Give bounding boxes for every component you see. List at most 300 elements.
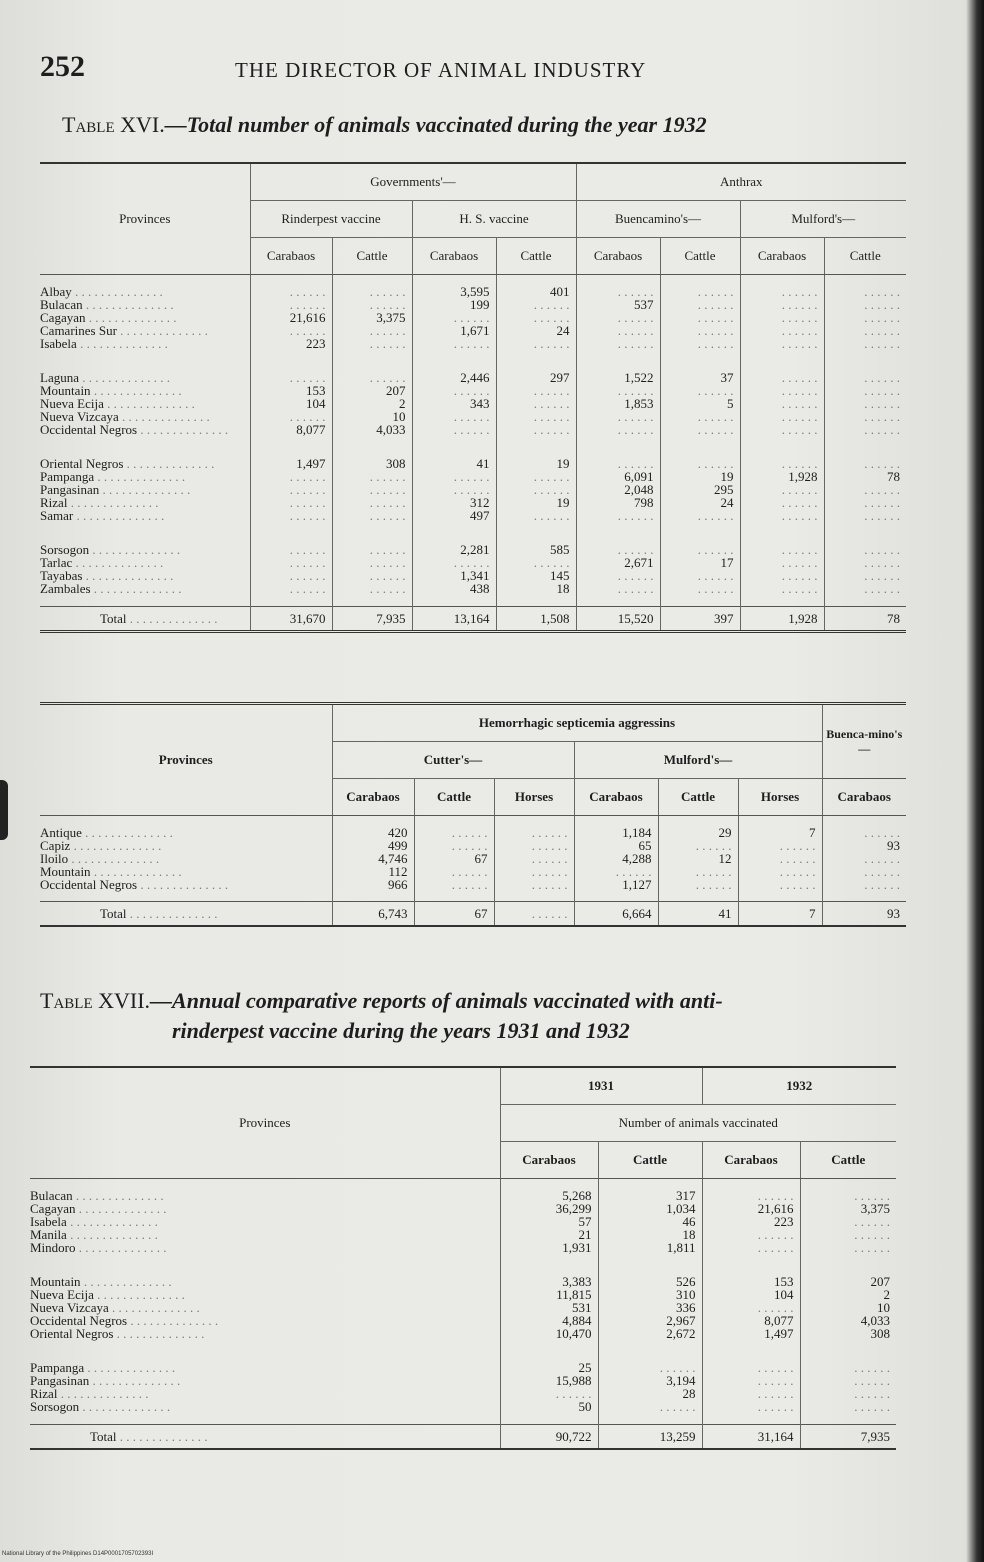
total-value: 7,935 bbox=[800, 1425, 896, 1450]
cell-value: . . . . . . bbox=[494, 878, 574, 902]
cell-value: 19 bbox=[496, 447, 576, 470]
leader-dots: . . . . . . . . . . . . . . bbox=[137, 422, 229, 437]
t17-header-number: Number of animals vaccinated bbox=[500, 1105, 896, 1142]
cell-value: . . . . . . bbox=[660, 410, 740, 423]
cell-value: . . . . . . bbox=[822, 865, 906, 878]
leader-dots: . . . . . . . . . . . . . . bbox=[126, 611, 218, 626]
cell-value: 401 bbox=[496, 275, 576, 299]
total-label: Total . . . . . . . . . . . . . . bbox=[40, 902, 332, 927]
province-name: Mountain . . . . . . . . . . . . . . bbox=[40, 864, 182, 879]
cell-value: . . . . . . bbox=[414, 839, 494, 852]
t16b-subheader-cattle: Cattle bbox=[658, 779, 738, 816]
cell-value: . . . . . . bbox=[496, 423, 576, 447]
t16b-subheader-carabaos: Carabaos bbox=[574, 779, 658, 816]
leader-dots: . . . . . . . . . . . . . . bbox=[68, 851, 160, 866]
cell-value: 37 bbox=[660, 361, 740, 384]
province-name: Bulacan . . . . . . . . . . . . . . bbox=[40, 297, 174, 312]
cell-value: 1,931 bbox=[500, 1241, 598, 1265]
cell-value: 10 bbox=[800, 1301, 896, 1314]
leader-dots: . . . . . . . . . . . . . . bbox=[126, 906, 218, 921]
cell-value: . . . . . . bbox=[702, 1241, 800, 1265]
cell-value: . . . . . . bbox=[496, 470, 576, 483]
cell-value: 3,375 bbox=[332, 311, 412, 324]
leader-dots: . . . . . . . . . . . . . . bbox=[75, 1201, 167, 1216]
cell-value: 12 bbox=[658, 852, 738, 865]
cell-value: . . . . . . bbox=[702, 1228, 800, 1241]
cell-value: . . . . . . bbox=[824, 324, 906, 337]
cell-value: 10 bbox=[332, 410, 412, 423]
province-name: Laguna . . . . . . . . . . . . . . bbox=[40, 370, 170, 385]
cell-value: 420 bbox=[332, 816, 414, 840]
province-name: Samar . . . . . . . . . . . . . . bbox=[40, 508, 165, 523]
cell-value: 1,497 bbox=[250, 447, 332, 470]
t16a-subheader-carabaos: Carabaos bbox=[250, 238, 332, 275]
cell-value: 36,299 bbox=[500, 1202, 598, 1215]
table-row bbox=[40, 337, 906, 361]
leader-dots: . . . . . . . . . . . . . . bbox=[93, 1287, 185, 1302]
cell-value: . . . . . . bbox=[738, 852, 822, 865]
province-name: Albay . . . . . . . . . . . . . . bbox=[40, 284, 163, 299]
t16b-header-buencamino: Buenca-mino's— bbox=[822, 704, 906, 779]
t16a-header-buencamino: Buencamino's— bbox=[576, 201, 740, 238]
cell-value: . . . . . . bbox=[496, 483, 576, 496]
cell-value: . . . . . . bbox=[800, 1215, 896, 1228]
cell-value: 1,928 bbox=[740, 470, 824, 483]
cell-value: . . . . . . bbox=[576, 337, 660, 361]
province-name: Capiz . . . . . . . . . . . . . . bbox=[40, 838, 162, 853]
cell-value: 19 bbox=[496, 496, 576, 509]
cell-value: . . . . . . bbox=[800, 1374, 896, 1387]
total-value: 1,928 bbox=[740, 607, 824, 632]
cell-value: . . . . . . bbox=[576, 311, 660, 324]
cell-value: . . . . . . bbox=[824, 384, 906, 397]
cell-value: 966 bbox=[332, 878, 414, 902]
cell-value: . . . . . . bbox=[740, 447, 824, 470]
running-head bbox=[40, 50, 940, 90]
cell-value: . . . . . . bbox=[740, 361, 824, 384]
cell-value: . . . . . . bbox=[496, 384, 576, 397]
cell-value: . . . . . . bbox=[740, 423, 824, 447]
cell-value: . . . . . . bbox=[496, 410, 576, 423]
cell-value: 5,268 bbox=[500, 1179, 598, 1203]
cell-value: . . . . . . bbox=[250, 582, 332, 607]
table16-title: —Total number of animals vaccinated during the year 1932 bbox=[164, 112, 707, 137]
cell-value: . . . . . . bbox=[660, 423, 740, 447]
cell-value: . . . . . . bbox=[576, 324, 660, 337]
province-name: Mountain . . . . . . . . . . . . . . bbox=[30, 1274, 172, 1289]
cell-value: . . . . . . bbox=[824, 337, 906, 361]
binding-mark bbox=[0, 780, 8, 840]
t16a-subheader-cattle: Cattle bbox=[660, 238, 740, 275]
cell-value: 310 bbox=[598, 1288, 702, 1301]
cell-value: . . . . . . bbox=[412, 410, 496, 423]
table17-title-line1: —Annual comparative reports of animals vaccinated with anti- bbox=[150, 988, 723, 1013]
province-name: Camarines Sur . . . . . . . . . . . . . . bbox=[40, 323, 208, 338]
leader-dots: . . . . . . . . . . . . . . bbox=[72, 1188, 164, 1203]
cell-value: . . . . . . bbox=[702, 1374, 800, 1387]
cell-value: . . . . . . bbox=[740, 569, 824, 582]
page-edge-shadow bbox=[966, 0, 984, 1562]
cell-value: . . . . . . bbox=[824, 423, 906, 447]
cell-value: 18 bbox=[598, 1228, 702, 1241]
cell-value: . . . . . . bbox=[660, 533, 740, 556]
province-name: Pangasinan . . . . . . . . . . . . . . bbox=[40, 482, 191, 497]
leader-dots: . . . . . . . . . . . . . . bbox=[85, 310, 177, 325]
table-row bbox=[40, 423, 906, 447]
t17-subheader-carabaos: Carabaos bbox=[702, 1142, 800, 1179]
cell-value: . . . . . . bbox=[702, 1387, 800, 1400]
cell-value: 19 bbox=[660, 470, 740, 483]
cell-value: . . . . . . bbox=[738, 865, 822, 878]
cell-value: 21,616 bbox=[250, 311, 332, 324]
cell-value: 46 bbox=[598, 1215, 702, 1228]
cell-value: . . . . . . bbox=[800, 1351, 896, 1374]
province-name: Iloilo . . . . . . . . . . . . . . bbox=[40, 851, 160, 866]
province-name: Zambales . . . . . . . . . . . . . . bbox=[40, 581, 182, 596]
cell-value: 2,967 bbox=[598, 1314, 702, 1327]
leader-dots: . . . . . . . . . . . . . . bbox=[137, 877, 229, 892]
leader-dots: . . . . . . . . . . . . . . bbox=[90, 864, 182, 879]
cell-value: 7 bbox=[738, 816, 822, 840]
cell-value: 2 bbox=[800, 1288, 896, 1301]
leader-dots: . . . . . . . . . . . . . . bbox=[79, 1399, 171, 1414]
province-name: Occidental Negros . . . . . . . . . . . . . . bbox=[30, 1313, 219, 1328]
cell-value: . . . . . . bbox=[740, 556, 824, 569]
table17-title-line2: rinderpest vaccine during the years 1931 and 1932 bbox=[172, 1018, 630, 1043]
t16a-subheader-carabaos: Carabaos bbox=[412, 238, 496, 275]
cell-value: . . . . . . bbox=[496, 311, 576, 324]
cell-value: 526 bbox=[598, 1265, 702, 1288]
table17-label: Table XVII. bbox=[40, 988, 151, 1013]
cell-value: . . . . . . bbox=[250, 569, 332, 582]
total-value: 31,670 bbox=[250, 607, 332, 632]
table17-caption bbox=[40, 986, 920, 1046]
leader-dots: . . . . . . . . . . . . . . bbox=[82, 568, 174, 583]
cell-value: . . . . . . bbox=[250, 483, 332, 496]
cell-value: . . . . . . bbox=[494, 839, 574, 852]
cell-value: 24 bbox=[496, 324, 576, 337]
province-name: Rizal . . . . . . . . . . . . . . bbox=[30, 1386, 149, 1401]
cell-value: 223 bbox=[702, 1215, 800, 1228]
cell-value: . . . . . . bbox=[576, 533, 660, 556]
cell-value: . . . . . . bbox=[412, 483, 496, 496]
leader-dots: . . . . . . . . . . . . . . bbox=[90, 581, 182, 596]
cell-value: 1,811 bbox=[598, 1241, 702, 1265]
t16b-subheader-carabaos_last: Carabaos bbox=[822, 779, 906, 816]
cell-value: 11,815 bbox=[500, 1288, 598, 1301]
cell-value: . . . . . . bbox=[660, 324, 740, 337]
cell-value: . . . . . . bbox=[332, 298, 412, 311]
leader-dots: . . . . . . . . . . . . . . bbox=[70, 838, 162, 853]
leader-dots: . . . . . . . . . . . . . . bbox=[80, 1274, 172, 1289]
cell-value: . . . . . . bbox=[740, 582, 824, 607]
cell-value: 65 bbox=[574, 839, 658, 852]
cell-value: . . . . . . bbox=[332, 509, 412, 533]
cell-value: 308 bbox=[800, 1327, 896, 1351]
cell-value: 145 bbox=[496, 569, 576, 582]
cell-value: 1,497 bbox=[702, 1327, 800, 1351]
t16a-subheader-cattle: Cattle bbox=[824, 238, 906, 275]
table-row bbox=[40, 275, 906, 299]
cell-value: . . . . . . bbox=[660, 384, 740, 397]
province-name: Sorsogon . . . . . . . . . . . . . . bbox=[40, 542, 181, 557]
table-row bbox=[30, 1327, 896, 1351]
cell-value: 3,194 bbox=[598, 1374, 702, 1387]
leader-dots: . . . . . . . . . . . . . . bbox=[90, 383, 182, 398]
cell-value: . . . . . . bbox=[660, 311, 740, 324]
cell-value: . . . . . . bbox=[824, 509, 906, 533]
leader-dots: . . . . . . . . . . . . . . bbox=[99, 482, 191, 497]
footer-note: National Library of the Philippines D14P0001705702393I bbox=[2, 1551, 154, 1557]
table17 bbox=[30, 1066, 896, 1450]
leader-dots: . . . . . . . . . . . . . . bbox=[103, 396, 195, 411]
cell-value: . . . . . . bbox=[332, 324, 412, 337]
table-row bbox=[40, 878, 906, 902]
t17-subheader-cattle: Cattle bbox=[598, 1142, 702, 1179]
leader-dots: . . . . . . . . . . . . . . bbox=[94, 469, 186, 484]
leader-dots: . . . . . . . . . . . . . . bbox=[66, 1214, 158, 1229]
province-name: Nueva Vizcaya . . . . . . . . . . . . . . bbox=[30, 1300, 200, 1315]
leader-dots: . . . . . . . . . . . . . . bbox=[108, 1300, 200, 1315]
cell-value: . . . . . . bbox=[332, 337, 412, 361]
t17-header-provinces: Provinces bbox=[30, 1067, 500, 1179]
t16a-subheader-cattle: Cattle bbox=[332, 238, 412, 275]
province-name: Tayabas . . . . . . . . . . . . . . bbox=[40, 568, 174, 583]
cell-value: . . . . . . bbox=[740, 483, 824, 496]
cell-value: 18 bbox=[496, 582, 576, 607]
cell-value: . . . . . . bbox=[332, 569, 412, 582]
province-name: Sorsogon . . . . . . . . . . . . . . bbox=[30, 1399, 171, 1414]
cell-value: 207 bbox=[800, 1265, 896, 1288]
province-name: Occidental Negros . . . . . . . . . . . . . . bbox=[40, 877, 229, 892]
cell-value: . . . . . . bbox=[660, 582, 740, 607]
cell-value: . . . . . . bbox=[822, 878, 906, 902]
cell-value: 2,446 bbox=[412, 361, 496, 384]
province-name: Bulacan . . . . . . . . . . . . . . bbox=[30, 1188, 164, 1203]
cell-value: . . . . . . bbox=[412, 470, 496, 483]
t16b-header-hsa: Hemorrhagic septicemia aggressins bbox=[332, 704, 822, 742]
cell-value: 798 bbox=[576, 496, 660, 509]
cell-value: . . . . . . bbox=[740, 298, 824, 311]
cell-value: 104 bbox=[702, 1288, 800, 1301]
cell-value: . . . . . . bbox=[250, 410, 332, 423]
cell-value: 308 bbox=[332, 447, 412, 470]
leader-dots: . . . . . . . . . . . . . . bbox=[118, 409, 210, 424]
cell-value: 112 bbox=[332, 865, 414, 878]
cell-value: . . . . . . bbox=[822, 852, 906, 865]
cell-value: . . . . . . bbox=[822, 816, 906, 840]
cell-value: . . . . . . bbox=[250, 496, 332, 509]
cell-value: . . . . . . bbox=[250, 533, 332, 556]
province-name: Isabela . . . . . . . . . . . . . . bbox=[40, 336, 168, 351]
total-row bbox=[40, 607, 906, 632]
cell-value: 50 bbox=[500, 1400, 598, 1425]
cell-value: . . . . . . bbox=[332, 470, 412, 483]
cell-value: 199 bbox=[412, 298, 496, 311]
cell-value: . . . . . . bbox=[414, 878, 494, 902]
table-row bbox=[30, 1202, 896, 1215]
leader-dots: . . . . . . . . . . . . . . bbox=[89, 1373, 181, 1388]
cell-value: 15,988 bbox=[500, 1374, 598, 1387]
cell-value: 4,884 bbox=[500, 1314, 598, 1327]
table-row bbox=[30, 1265, 896, 1288]
table-row bbox=[30, 1241, 896, 1265]
leader-dots: . . . . . . . . . . . . . . bbox=[116, 1429, 208, 1444]
t16b-subheader-horses: Horses bbox=[738, 779, 822, 816]
cell-value: 4,746 bbox=[332, 852, 414, 865]
cell-value: . . . . . . bbox=[496, 298, 576, 311]
province-name: Oriental Negros . . . . . . . . . . . . . . bbox=[40, 456, 215, 471]
table-row bbox=[30, 1179, 896, 1203]
cell-value: . . . . . . bbox=[250, 509, 332, 533]
cell-value: . . . . . . bbox=[574, 865, 658, 878]
cell-value: 297 bbox=[496, 361, 576, 384]
cell-value: . . . . . . bbox=[494, 852, 574, 865]
cell-value: 1,522 bbox=[576, 361, 660, 384]
cell-value: 24 bbox=[660, 496, 740, 509]
province-name: Mindoro . . . . . . . . . . . . . . bbox=[30, 1240, 167, 1255]
cell-value: 21,616 bbox=[702, 1202, 800, 1215]
t16b-subheader-cattle: Cattle bbox=[414, 779, 494, 816]
cell-value: . . . . . . bbox=[800, 1387, 896, 1400]
leader-dots: . . . . . . . . . . . . . . bbox=[72, 555, 164, 570]
cell-value: . . . . . . bbox=[740, 337, 824, 361]
cell-value: 153 bbox=[702, 1265, 800, 1288]
cell-value: . . . . . . bbox=[496, 556, 576, 569]
total-value: 67 bbox=[414, 902, 494, 927]
cell-value: 4,033 bbox=[332, 423, 412, 447]
cell-value: . . . . . . bbox=[740, 410, 824, 423]
cell-value: . . . . . . bbox=[496, 397, 576, 410]
total-row bbox=[30, 1425, 896, 1450]
cell-value: 1,127 bbox=[574, 878, 658, 902]
total-value: 15,520 bbox=[576, 607, 660, 632]
cell-value: 8,077 bbox=[702, 1314, 800, 1327]
cell-value: . . . . . . bbox=[824, 410, 906, 423]
cell-value: 41 bbox=[412, 447, 496, 470]
cell-value: . . . . . . bbox=[576, 509, 660, 533]
cell-value: . . . . . . bbox=[740, 533, 824, 556]
t16a-subheader-cattle: Cattle bbox=[496, 238, 576, 275]
cell-value: . . . . . . bbox=[250, 470, 332, 483]
t17-header-1931: 1931 bbox=[500, 1067, 702, 1105]
cell-value: 28 bbox=[598, 1387, 702, 1400]
table-row bbox=[40, 509, 906, 533]
t17-subheader-carabaos: Carabaos bbox=[500, 1142, 598, 1179]
cell-value: . . . . . . bbox=[332, 582, 412, 607]
cell-value: . . . . . . bbox=[824, 496, 906, 509]
cell-value: 57 bbox=[500, 1215, 598, 1228]
cell-value: 2,672 bbox=[598, 1327, 702, 1351]
leader-dots: . . . . . . . . . . . . . . bbox=[57, 1386, 149, 1401]
cell-value: . . . . . . bbox=[412, 423, 496, 447]
province-name: Isabela . . . . . . . . . . . . . . bbox=[30, 1214, 158, 1229]
cell-value: . . . . . . bbox=[824, 569, 906, 582]
t16b-header-provinces: Provinces bbox=[40, 704, 332, 816]
cell-value: . . . . . . bbox=[824, 483, 906, 496]
t16a-header-provinces: Provinces bbox=[40, 163, 250, 275]
leader-dots: . . . . . . . . . . . . . . bbox=[71, 284, 163, 299]
leader-dots: . . . . . . . . . . . . . . bbox=[127, 1313, 219, 1328]
page-number: 252 bbox=[40, 50, 85, 83]
leader-dots: . . . . . . . . . . . . . . bbox=[76, 336, 168, 351]
cell-value: 104 bbox=[250, 397, 332, 410]
cell-value: . . . . . . bbox=[658, 865, 738, 878]
cell-value: . . . . . . bbox=[412, 556, 496, 569]
cell-value: 223 bbox=[250, 337, 332, 361]
cell-value: . . . . . . bbox=[824, 275, 906, 299]
province-name: Manila . . . . . . . . . . . . . . bbox=[30, 1227, 158, 1242]
table-row bbox=[40, 839, 906, 852]
province-name: Cagayan . . . . . . . . . . . . . . bbox=[30, 1201, 167, 1216]
cell-value: . . . . . . bbox=[660, 569, 740, 582]
leader-dots: . . . . . . . . . . . . . . bbox=[113, 1326, 205, 1341]
cell-value: 17 bbox=[660, 556, 740, 569]
total-value: 93 bbox=[822, 902, 906, 927]
cell-value: 312 bbox=[412, 496, 496, 509]
cell-value: 2,671 bbox=[576, 556, 660, 569]
cell-value: 1,341 bbox=[412, 569, 496, 582]
cell-value: 6,091 bbox=[576, 470, 660, 483]
cell-value: . . . . . . bbox=[702, 1351, 800, 1374]
cell-value: 8,077 bbox=[250, 423, 332, 447]
cell-value: . . . . . . bbox=[598, 1351, 702, 1374]
province-name: Pampanga . . . . . . . . . . . . . . bbox=[30, 1360, 176, 1375]
cell-value: . . . . . . bbox=[660, 275, 740, 299]
cell-value: . . . . . . bbox=[660, 447, 740, 470]
cell-value: . . . . . . bbox=[494, 816, 574, 840]
table-row bbox=[40, 582, 906, 607]
cell-value: . . . . . . bbox=[660, 509, 740, 533]
t16a-header-anthrax: Anthrax bbox=[576, 163, 906, 201]
table-row bbox=[30, 1351, 896, 1374]
cell-value: . . . . . . bbox=[576, 423, 660, 447]
cell-value: 3,383 bbox=[500, 1265, 598, 1288]
province-name: Occidental Negros . . . . . . . . . . . . . . bbox=[40, 422, 229, 437]
t16a-subheader-carabaos: Carabaos bbox=[740, 238, 824, 275]
cell-value: . . . . . . bbox=[740, 397, 824, 410]
table16-caption bbox=[62, 112, 707, 138]
table16-part1 bbox=[40, 162, 906, 633]
cell-value: . . . . . . bbox=[702, 1400, 800, 1425]
cell-value: 21 bbox=[500, 1228, 598, 1241]
cell-value: . . . . . . bbox=[412, 384, 496, 397]
total-value: 13,259 bbox=[598, 1425, 702, 1450]
cell-value: . . . . . . bbox=[740, 496, 824, 509]
cell-value: 295 bbox=[660, 483, 740, 496]
cell-value: . . . . . . bbox=[250, 361, 332, 384]
leader-dots: . . . . . . . . . . . . . . bbox=[75, 1240, 167, 1255]
total-value: 31,164 bbox=[702, 1425, 800, 1450]
total-value: 7,935 bbox=[332, 607, 412, 632]
total-value: . . . . . . bbox=[494, 902, 574, 927]
cell-value: . . . . . . bbox=[576, 275, 660, 299]
cell-value: . . . . . . bbox=[800, 1179, 896, 1203]
cell-value: 25 bbox=[500, 1351, 598, 1374]
table16-label: Table XVI. bbox=[62, 112, 165, 137]
table-row bbox=[40, 447, 906, 470]
cell-value: . . . . . . bbox=[740, 324, 824, 337]
cell-value: . . . . . . bbox=[660, 298, 740, 311]
cell-value: . . . . . . bbox=[740, 384, 824, 397]
t16a-header-hs: H. S. vaccine bbox=[412, 201, 576, 238]
cell-value: 153 bbox=[250, 384, 332, 397]
cell-value: . . . . . . bbox=[494, 865, 574, 878]
cell-value: 2,281 bbox=[412, 533, 496, 556]
cell-value: 93 bbox=[822, 839, 906, 852]
cell-value: . . . . . . bbox=[412, 311, 496, 324]
province-name: Pangasinan . . . . . . . . . . . . . . bbox=[30, 1373, 181, 1388]
